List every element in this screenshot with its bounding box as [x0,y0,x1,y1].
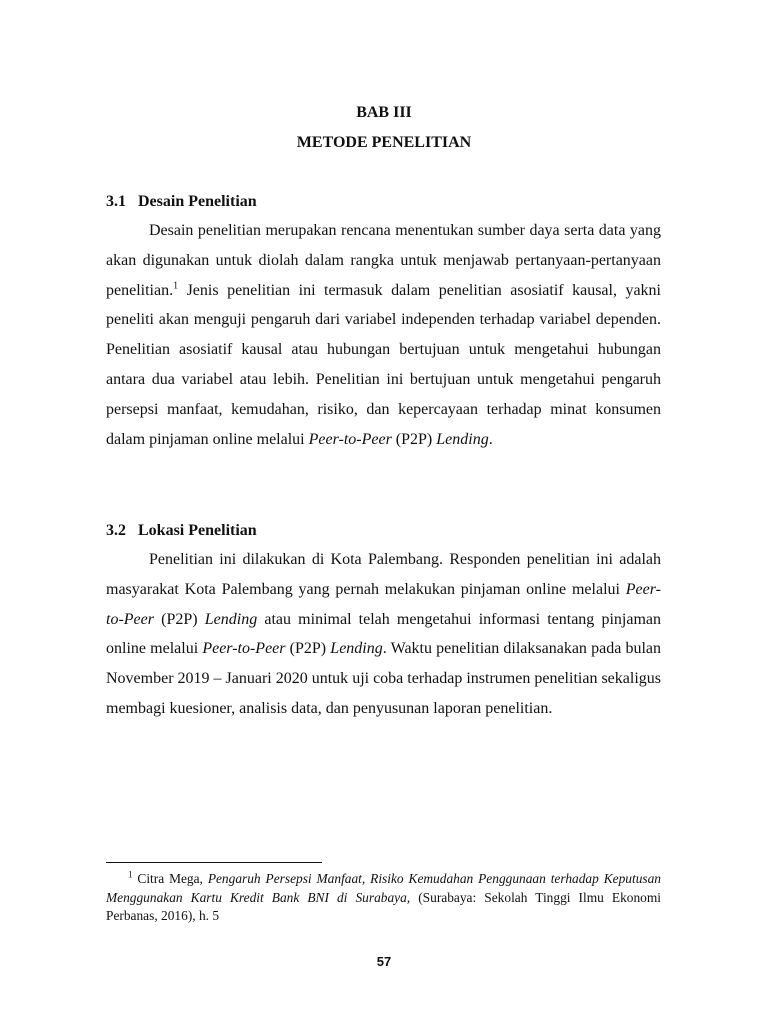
paragraph-text: atau minimal telah mengetahui informasi tentang pinjaman online melalui [106,610,662,658]
section-heading-3-2 [106,522,257,540]
paragraph-text: Desain penelitian merupakan rencana menentukan sumber daya serta data yang akan digunakan untuk diolah dalam rangka untuk menjawab pertanyaan-pertanyaan penelitian. [106,222,661,299]
footnote-separator [106,862,322,863]
footnote-title: Pengaruh Persepsi Manfaat, Risiko Kemudahan Penggunaan terhadap Keputusan Menggunakan Kartu Kredit Bank BNI di Surabaya, [106,871,661,905]
italic-term: Peer-to-Peer [202,640,286,658]
paragraph-text: (P2P) [153,610,205,628]
section-title: Lokasi Penelitian [138,522,257,539]
footnote-publication: (Surabaya: Sekolah Tinggi Ilmu Ekonomi Perbanas, 2016), h. 5 [106,889,662,924]
paragraph-text: . [488,430,493,448]
paragraph-desain-penelitian [106,216,661,454]
chapter-number: BAB III [356,104,412,121]
paragraph-text: (P2P) [285,640,331,658]
paragraph-text: Penelitian ini dilakukan di Kota Palembang. Responden penelitian ini adalah masyarakat Kota Palembang yang pernah melakukan pinjaman online melalui [106,551,661,598]
section-heading-3-1 [106,193,257,211]
italic-term: Lending [204,610,258,628]
footnote-reference: 1 [173,280,179,292]
chapter-title: METODE PENELITIAN [296,134,472,151]
footnote [106,870,661,926]
section-title: Desain Penelitian [138,193,257,210]
paragraph-lokasi-penelitian [106,545,661,724]
italic-term: Lending [436,430,489,448]
paragraph-text: Jenis penelitian ini termasuk dalam penelitian asosiatif kausal, yakni peneliti akan menguji pengaruh dari variabel independen terhadap variabel dependen. Penelitian asosiatif kausal atau hubungan bertujuan untuk mengetahui hubungan antara dua variabel atau lebih. Penelitian ini bertujuan untuk mengetahui pengaruh persepsi manfaat, kemudahan, risiko, dan kepercayaan terhadap minat konsumen dalam pinjaman online melalui [106,281,661,448]
paragraph-text: . Waktu penelitian dilaksanakan pada bulan November 2019 – Januari 2020 untuk uji coba terhadap instrumen penelitian sekaligus membagi kuesioner, analisis data, dan penyusunan laporan penelitian. [106,640,662,717]
section-number: 3.1 [106,193,126,210]
italic-term: Peer-to-Peer [308,430,392,448]
section-number: 3.2 [106,522,126,539]
footnote-mark: 1 [128,869,133,880]
footnote-author: Citra Mega, [132,871,208,886]
page-number: 57 [376,954,392,969]
italic-term: Peer-to-Peer [106,580,661,628]
paragraph-text: (P2P) [391,430,437,448]
italic-term: Lending [330,640,383,658]
